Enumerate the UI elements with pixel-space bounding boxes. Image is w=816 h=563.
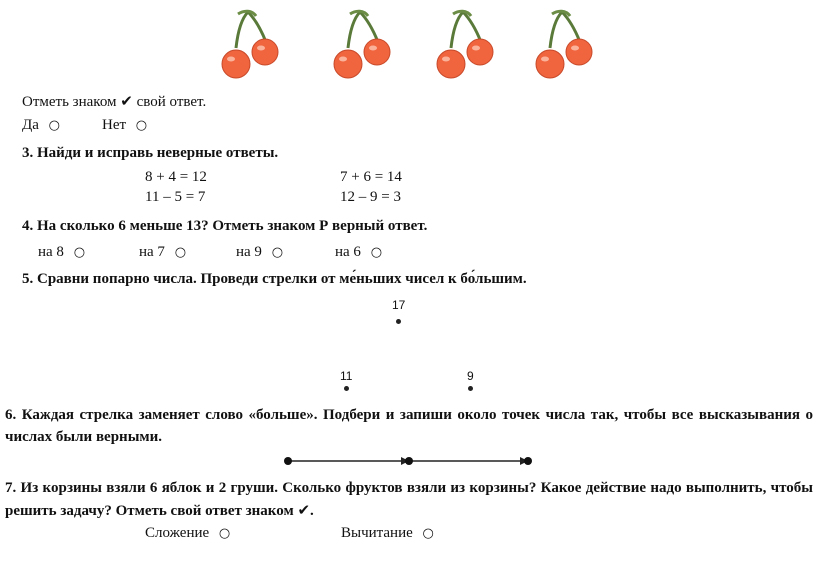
q3-title: 3. Найди и исправь неверные ответы. [22, 145, 279, 161]
cherry-icon [330, 8, 394, 80]
q7-text-main: 7. Из корзины взяли 6 яблок и 2 груши. Сколько фруктов взяли из корзины? Какое действие надо выполнить, чтобы решить задачу? Отметь свой ответ знаком [5, 480, 813, 519]
q4-title: 4. На сколько 6 меньше 13? Отметь знаком Р верный ответ. [22, 218, 428, 234]
number-label: 11 [340, 369, 353, 383]
yes-label: Да [22, 117, 39, 133]
radio-icon[interactable]: ○ [73, 245, 86, 260]
instruction-tail: свой ответ. [136, 94, 207, 110]
q4-option-label: на 7 [139, 244, 165, 260]
q3-equation: 7 + 6 = 14 [340, 169, 402, 185]
q4-option[interactable] [335, 244, 382, 261]
no-label: Нет [102, 117, 127, 133]
point-dot [284, 457, 292, 465]
no-radio-icon[interactable]: ○ [135, 118, 148, 133]
q7-option-label: Вычитание [341, 525, 413, 541]
q7-text-end: . [310, 503, 314, 519]
check-mark-icon: ✔ [297, 501, 311, 519]
arrow-chain [280, 452, 536, 470]
q4-option[interactable] [236, 244, 283, 261]
point-dot[interactable] [344, 386, 349, 391]
check-mark-icon: ✔ [120, 92, 133, 110]
q4-option-label: на 8 [38, 244, 64, 260]
q3-equation: 8 + 4 = 12 [145, 169, 207, 185]
radio-icon[interactable]: ○ [174, 245, 187, 260]
q7-text [5, 477, 813, 522]
q4-option[interactable] [38, 244, 85, 261]
point-dot[interactable] [468, 386, 473, 391]
point-dot[interactable] [396, 319, 401, 324]
q4-option-label: на 9 [236, 244, 262, 260]
q4-option[interactable] [139, 244, 186, 261]
instruction-line [22, 92, 206, 111]
q6-text: 6. Каждая стрелка заменяет слово «больше». Подбери и запиши около точек числа так, чтобы все высказывания о числах были верными. [5, 407, 813, 445]
point-dot [405, 457, 413, 465]
radio-icon[interactable]: ○ [218, 526, 231, 541]
point-dot [524, 457, 532, 465]
q7-option-add[interactable] [145, 525, 230, 542]
radio-icon[interactable]: ○ [271, 245, 284, 260]
q7-option-sub[interactable] [341, 525, 434, 542]
q7-option-label: Сложение [145, 525, 210, 541]
no-option[interactable] [102, 117, 147, 134]
cherry-icon [218, 8, 282, 80]
cherry-icon [532, 8, 596, 80]
instruction-text: Отметь знаком [22, 94, 117, 110]
q4-option-label: на 6 [335, 244, 361, 260]
number-label: 17 [392, 298, 406, 312]
cherry-icon [433, 8, 497, 80]
q3-equation: 11 – 5 = 7 [145, 189, 206, 205]
q3-equation: 12 – 9 = 3 [340, 189, 401, 205]
number-label: 9 [467, 369, 474, 383]
yes-option[interactable] [22, 117, 60, 134]
radio-icon[interactable]: ○ [422, 526, 434, 541]
yes-radio-icon[interactable]: ○ [48, 118, 60, 133]
radio-icon[interactable]: ○ [370, 245, 383, 260]
q5-title: 5. Сравни попарно числа. Проведи стрелки от ме́ньших чисел к бо́льшим. [22, 271, 527, 287]
